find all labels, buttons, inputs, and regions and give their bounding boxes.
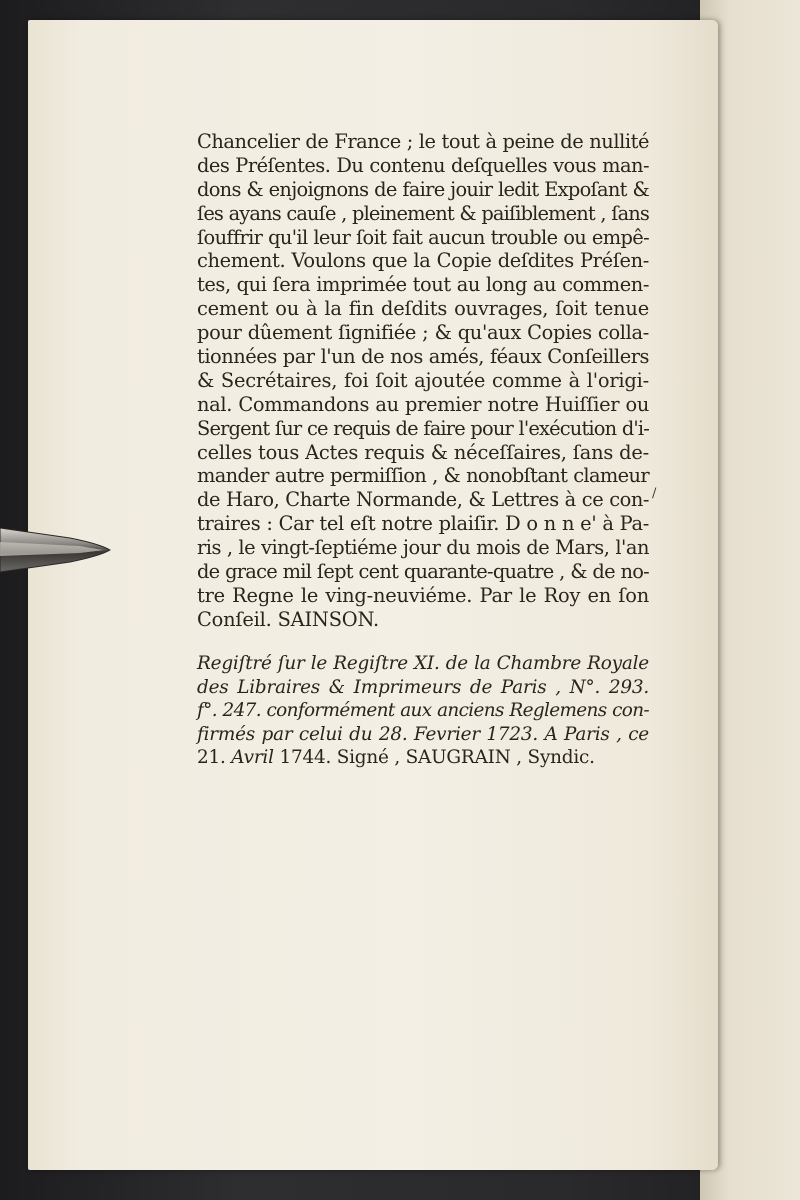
text-line: chement. Voulons que la Copie deſdites Préſen- — [197, 249, 649, 273]
text-line: & Secrétaires, foi ſoit ajoutée comme à l'origi- — [197, 368, 649, 392]
text-line: dons & enjoignons de faire jouir ledit Expoſant & — [197, 177, 649, 201]
text-line: ſouffrir qu'il leur ſoit fait aucun trouble ou empê- — [197, 225, 649, 249]
text-line: Conſeil. SAINSON. — [197, 607, 379, 631]
text-line: tionnées par l'un de nos amés, féaux Conſeillers — [197, 345, 649, 369]
registration-line — [197, 652, 649, 676]
privilege-text — [197, 130, 649, 632]
text-segment: 21. — [197, 747, 232, 769]
text-line: tre Regne le ving-neuviéme. Par le Roy en ſon — [197, 583, 649, 607]
text-line: mander autre permiſſion , & nonobſtant clameur — [197, 464, 649, 488]
text-line: celles tous Actes requis & néceſſaires, ſans de- — [197, 440, 649, 464]
registration-note — [197, 652, 649, 770]
text-line: de grace mil ſept cent quarante-quatre , & de no- — [197, 560, 649, 584]
registration-line — [197, 723, 649, 747]
text-segment: Regiſtré ſur le Regiſtre XI. de la Chambre Royale — [197, 653, 649, 674]
text-line: nal. Commandons au premier notre Huiſſier ou — [197, 392, 649, 416]
text-line: Sergent ſur ce requis de faire pour l'exécution d'i- — [197, 416, 649, 440]
registration-line — [197, 699, 649, 723]
text-segment: 1744. Signé , SAUGRAIN , Syndic. — [279, 747, 595, 769]
text-line: ſes ayans cauſe , pleinement & paiſiblement , ſans — [197, 201, 649, 225]
text-line: cement ou à la fin deſdits ouvrages, ſoit tenue — [197, 297, 649, 321]
margin-annotation: / — [652, 486, 657, 501]
page-pointer-tool — [0, 520, 112, 580]
text-line: de Haro, Charte Normande, & Lettres à ce con- — [197, 488, 649, 512]
text-line: Chancelier de France ; le tout à peine de nullité — [197, 130, 649, 153]
text-line: des Préſentes. Du contenu deſquelles vous man- — [197, 153, 649, 177]
text-segment: firmés par celui du 28. Fevrier 1723. A Paris , ce — [197, 723, 649, 745]
text-line: pour dûement ſignifiée ; & qu'aux Copies colla- — [197, 321, 649, 345]
text-line: tes, qui ſera imprimée tout au long au commen- — [197, 273, 649, 297]
registration-line — [197, 676, 649, 700]
text-segment: Avril — [231, 747, 280, 769]
text-segment: des Libraires & Imprimeurs de Paris , N°. 293. — [197, 676, 649, 698]
text-line: ris , le vingt-ſeptiéme jour du mois de Mars, l'an — [197, 536, 649, 560]
text-line: traires : Car tel eſt notre plaiſir. D o n n e' à Pa- — [197, 512, 649, 536]
text-segment: f°. 247. conformément aux anciens Reglemens con- — [197, 700, 649, 722]
registration-line — [197, 746, 649, 770]
